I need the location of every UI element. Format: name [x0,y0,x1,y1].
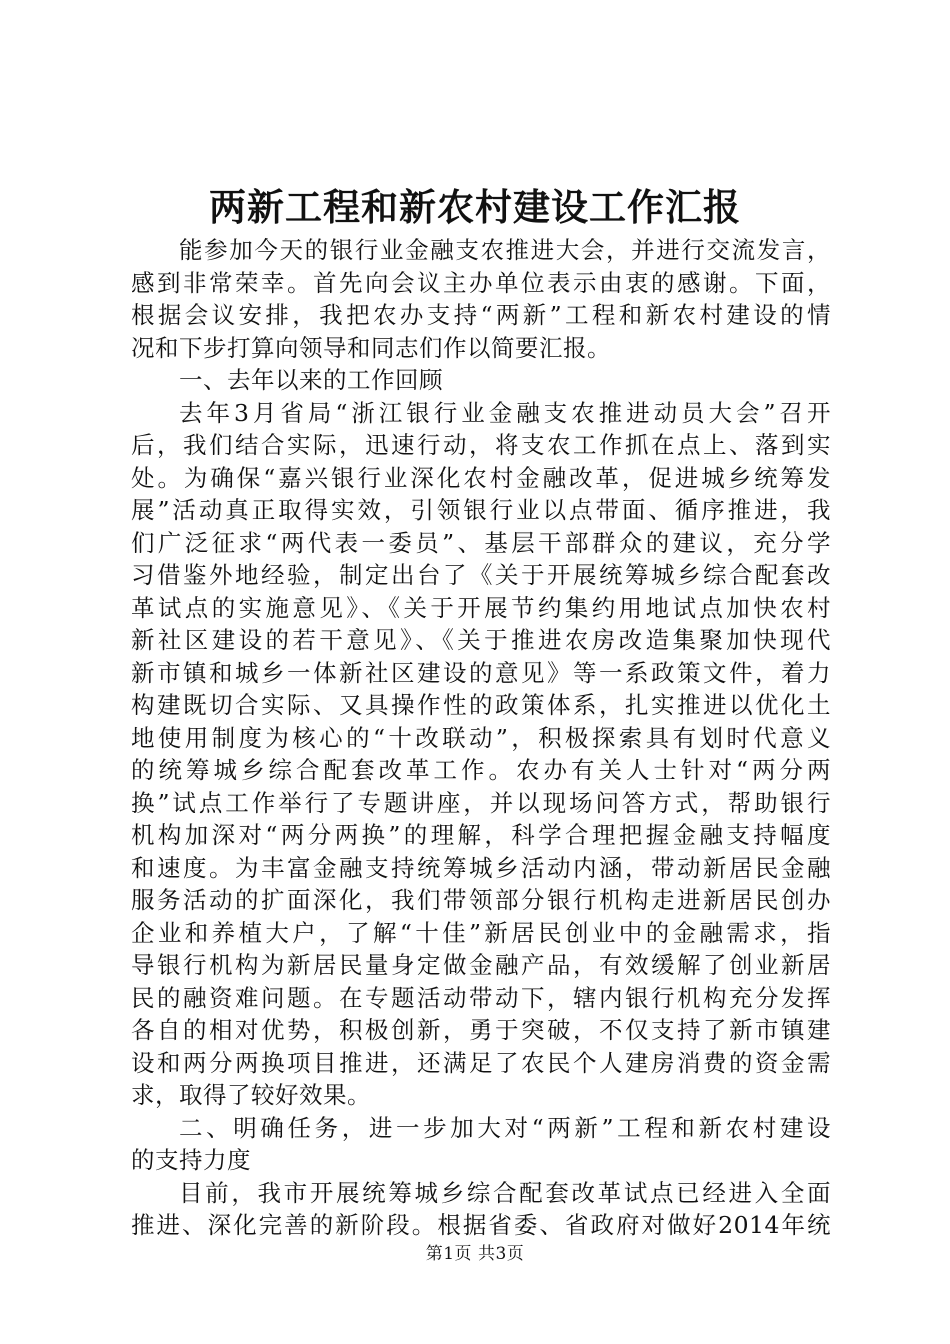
text-line: 二、明确任务，进一步加大对“两新”工程和新农村建设 [179,1113,831,1142]
text-line: 新市镇和城乡一体新社区建设的意见》等一系政策文件，着力 [131,658,831,687]
text-line: 的支持力度 [131,1146,251,1174]
text-line: 况和下步打算向领导和同志们作以简要汇报。 [131,333,611,362]
text-line: 导银行机构为新居民量身定做金融产品，有效缓解了创业新居 [131,951,831,979]
document-body [131,234,831,1242]
text-line: 能参加今天的银行业金融支农推进大会，并进行交流发言， [179,236,831,264]
text-line: 根据会议安排，我把农办支持“两新”工程和新农村建设的情 [131,301,831,329]
text-line: 后，我们结合实际，迅速行动，将支农工作抓在点上、落到实 [131,431,831,459]
text-line: 求，取得了较好效果。 [131,1081,371,1109]
document-title: 两新工程和新农村建设工作汇报 [209,185,741,229]
text-line: 换”试点工作举行了专题讲座，并以现场问答方式，帮助银行 [131,788,831,817]
text-line: 设和两分两换项目推进，还满足了农民个人建房消费的资金需 [131,1048,831,1077]
text-line: 目前，我市开展统筹城乡综合配套改革试点已经进入全面 [179,1178,831,1207]
text-line: 企业和养植大户，了解“十佳”新居民创业中的金融需求，指 [131,918,831,947]
text-line: 各自的相对优势，积极创新，勇于突破，不仅支持了新市镇建 [131,1016,831,1044]
page-footer: 第1页 共3页 [425,1244,525,1264]
text-line: 习借鉴外地经验，制定出台了《关于开展统筹城乡综合配套改 [131,561,831,589]
text-line: 机构加深对“两分两换”的理解，科学合理把握金融支持幅度 [131,821,831,849]
text-line: 革试点的实施意见》、《关于开展节约集约用地试点加快农村 [131,593,831,622]
text-line: 处。为确保“嘉兴银行业深化农村金融改革，促进城乡统筹发 [131,463,831,492]
text-line: 们广泛征求“两代表一委员”、基层干部群众的建议，充分学 [131,528,831,557]
text-line: 和速度。为丰富金融支持统筹城乡活动内涵，带动新居民金融 [131,853,831,882]
text-line: 展”活动真正取得实效，引领银行业以点带面、循序推进，我 [131,496,831,524]
text-line: 推进、深化完善的新阶段。根据省委、省政府对做好2014年统 [131,1211,831,1239]
text-line: 服务活动的扩面深化，我们带领部分银行机构走进新居民创办 [131,886,831,914]
text-line: 新社区建设的若干意见》、《关于推进农房改造集聚加快现代 [131,626,831,654]
text-line: 地使用制度为核心的“十改联动”，积极探索具有划时代意义 [131,723,831,752]
text-line: 感到非常荣幸。首先向会议主办单位表示由衷的感谢。下面， [131,268,831,297]
text-line: 构建既切合实际、又具操作性的政策体系，扎实推进以优化土 [131,691,831,719]
text-line: 去年3月省局“浙江银行业金融支农推进动员大会”召开 [179,398,831,427]
text-line: 的统筹城乡综合配套改革工作。农办有关人士针对“两分两 [131,756,831,784]
text-line: 民的融资难问题。在专题活动带动下，辖内银行机构充分发挥 [131,983,831,1012]
text-line: 一、去年以来的工作回顾 [179,366,443,394]
